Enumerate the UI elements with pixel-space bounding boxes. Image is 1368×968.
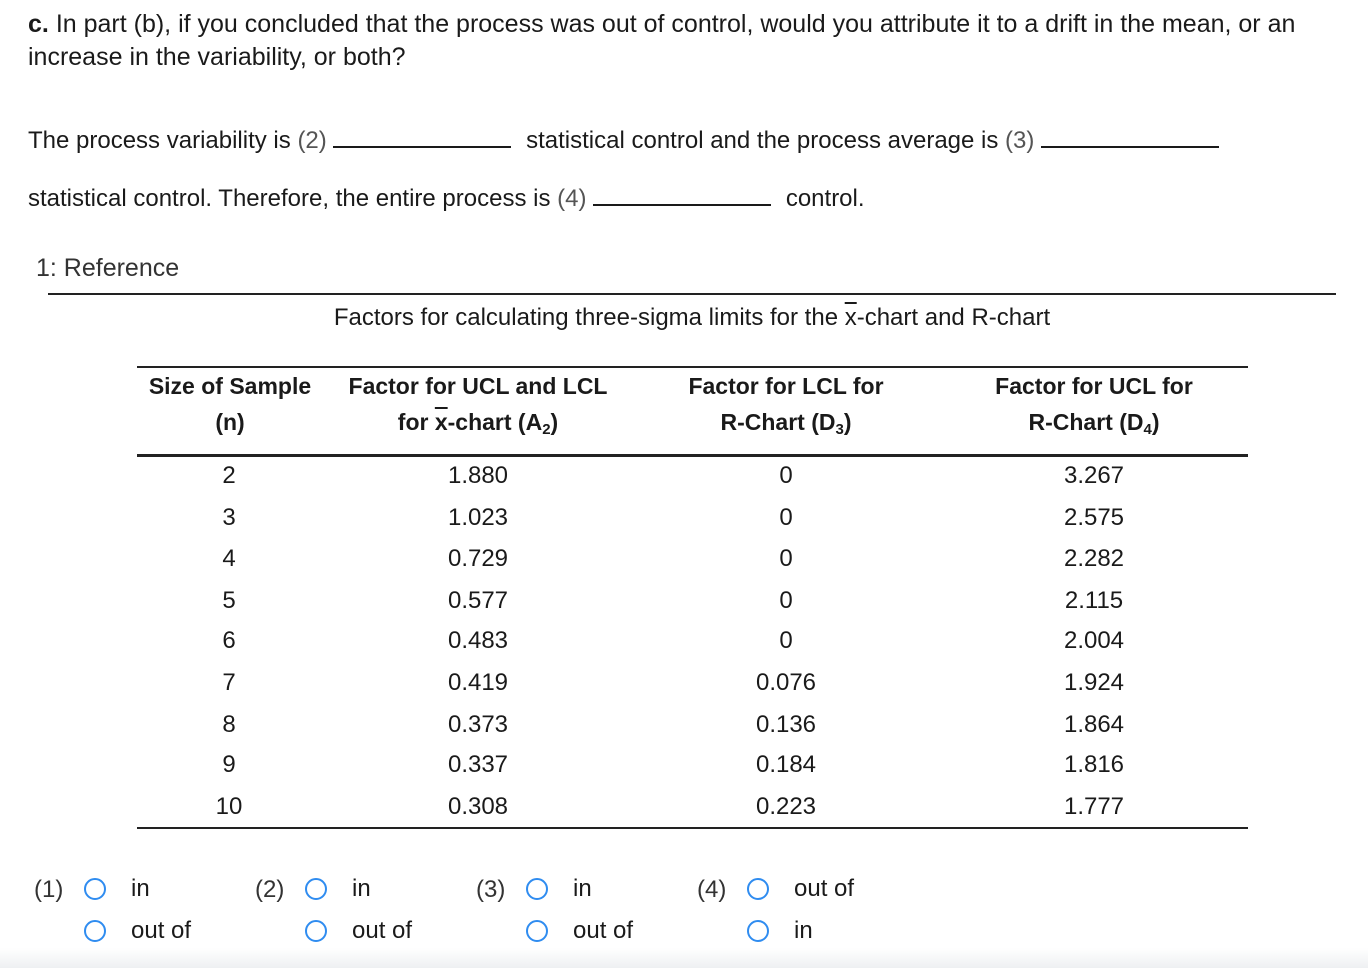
sentence-line-1 bbox=[28, 124, 1219, 156]
option-group-label: (4) bbox=[697, 876, 727, 903]
radio-label[interactable]: out of bbox=[352, 917, 413, 944]
radio-label[interactable]: in bbox=[573, 875, 592, 902]
table-cell: 2 bbox=[222, 462, 236, 489]
table-cell: 2.575 bbox=[1063, 504, 1125, 531]
header-d4: Factor for UCL for R-Chart $(D_4)$ bbox=[995, 373, 1193, 438]
header-d3: Factor for LCL for R-Chart $(D_3)$ bbox=[688, 373, 884, 438]
radio-button[interactable] bbox=[305, 878, 327, 900]
radio-button[interactable] bbox=[84, 878, 106, 900]
table-title: Factors for calculating three-sigma limits for the $\overline{x}$-chart and R-chart bbox=[333, 304, 1051, 331]
table-cell: 0.729 bbox=[447, 545, 509, 572]
table-cell: 1.816 bbox=[1063, 751, 1125, 778]
blank-2-field[interactable] bbox=[333, 124, 511, 148]
table-cell: 0 bbox=[779, 545, 793, 572]
radio-label[interactable]: in bbox=[794, 917, 813, 944]
radio-button[interactable] bbox=[526, 920, 548, 942]
radio-button[interactable] bbox=[305, 920, 327, 942]
sentence-part-1: The process variability is bbox=[28, 127, 291, 154]
radio-label[interactable]: in bbox=[352, 875, 371, 902]
table-cell: 2.004 bbox=[1063, 627, 1125, 654]
table-cell: 0 bbox=[779, 627, 793, 654]
table-cell: 2.115 bbox=[1064, 587, 1124, 614]
table-cell: 9 bbox=[222, 751, 236, 778]
table-cell: 0.223 bbox=[755, 793, 817, 820]
table-cell: 0.184 bbox=[755, 751, 817, 778]
table-cell: 5 bbox=[222, 587, 236, 614]
table-header-rule bbox=[137, 454, 1248, 457]
radio-button[interactable] bbox=[747, 878, 769, 900]
table-cell: 0.373 bbox=[447, 711, 509, 738]
table-cell: 1.880 bbox=[447, 462, 509, 489]
table-cell: 0.577 bbox=[447, 587, 509, 614]
table-cell: 1.777 bbox=[1063, 793, 1125, 820]
table-cell: 7 bbox=[222, 669, 236, 696]
sentence-part-3: statistical control. Therefore, the entire process is bbox=[28, 185, 551, 212]
question-text bbox=[28, 8, 1358, 74]
table-cell: 1.864 bbox=[1063, 711, 1125, 738]
table-cell: 6 bbox=[222, 627, 236, 654]
table-bottom-rule bbox=[137, 827, 1248, 829]
table-cell: 0.076 bbox=[755, 669, 817, 696]
table-cell: 4 bbox=[222, 545, 236, 572]
blank-4-field[interactable] bbox=[593, 182, 771, 206]
bottom-fade bbox=[0, 948, 1368, 968]
table-cell: 1.023 bbox=[447, 504, 509, 531]
table-cell: 0.136 bbox=[755, 711, 817, 738]
table-cell: 1.924 bbox=[1063, 669, 1125, 696]
table-cell: 2.282 bbox=[1063, 545, 1125, 572]
radio-button[interactable] bbox=[84, 920, 106, 942]
reference-divider bbox=[48, 293, 1336, 295]
table-cell: 0.419 bbox=[447, 669, 509, 696]
sentence-line-2 bbox=[28, 182, 865, 214]
radio-button[interactable] bbox=[747, 920, 769, 942]
radio-label[interactable]: out of bbox=[794, 875, 855, 902]
sentence-part-2: statistical control and the process average is bbox=[526, 127, 999, 154]
radio-label[interactable]: out of bbox=[573, 917, 634, 944]
blank-3-number: (3) bbox=[1005, 127, 1035, 154]
blank-4-number: (4) bbox=[557, 185, 587, 212]
option-group-label: (1) bbox=[34, 876, 64, 903]
radio-label[interactable]: out of bbox=[131, 917, 192, 944]
reference-label: 1: Reference bbox=[36, 254, 180, 282]
radio-label[interactable]: in bbox=[131, 875, 150, 902]
option-group-label: (3) bbox=[476, 876, 506, 903]
option-group-label: (2) bbox=[255, 876, 285, 903]
table-cell: 0.308 bbox=[447, 793, 509, 820]
blank-3-field[interactable] bbox=[1041, 124, 1219, 148]
table-cell: 0.337 bbox=[447, 751, 509, 778]
header-a2: Factor for UCL and LCL for $\overline{x}$-chart $(A_2)$ bbox=[348, 373, 608, 438]
question-prefix: c. bbox=[28, 10, 49, 38]
table-cell: 3 bbox=[222, 504, 236, 531]
question-body: In part (b), if you concluded that the process was out of control, would you attribute it to a drift in the mean, or an increase in the variability, or both? bbox=[28, 10, 1296, 71]
table-cell: 0 bbox=[779, 587, 793, 614]
header-sample-size: Size of Sample (n) bbox=[148, 373, 312, 435]
table-cell: 8 bbox=[222, 711, 236, 738]
blank-2-number: (2) bbox=[297, 127, 327, 154]
table-cell: 10 bbox=[215, 793, 243, 820]
sentence-part-4: control. bbox=[785, 185, 865, 212]
table-cell: 0 bbox=[779, 504, 793, 531]
table-cell: 0 bbox=[779, 462, 793, 489]
table-cell: 0.483 bbox=[447, 627, 509, 654]
radio-button[interactable] bbox=[526, 878, 548, 900]
table-cell: 3.267 bbox=[1063, 462, 1125, 489]
